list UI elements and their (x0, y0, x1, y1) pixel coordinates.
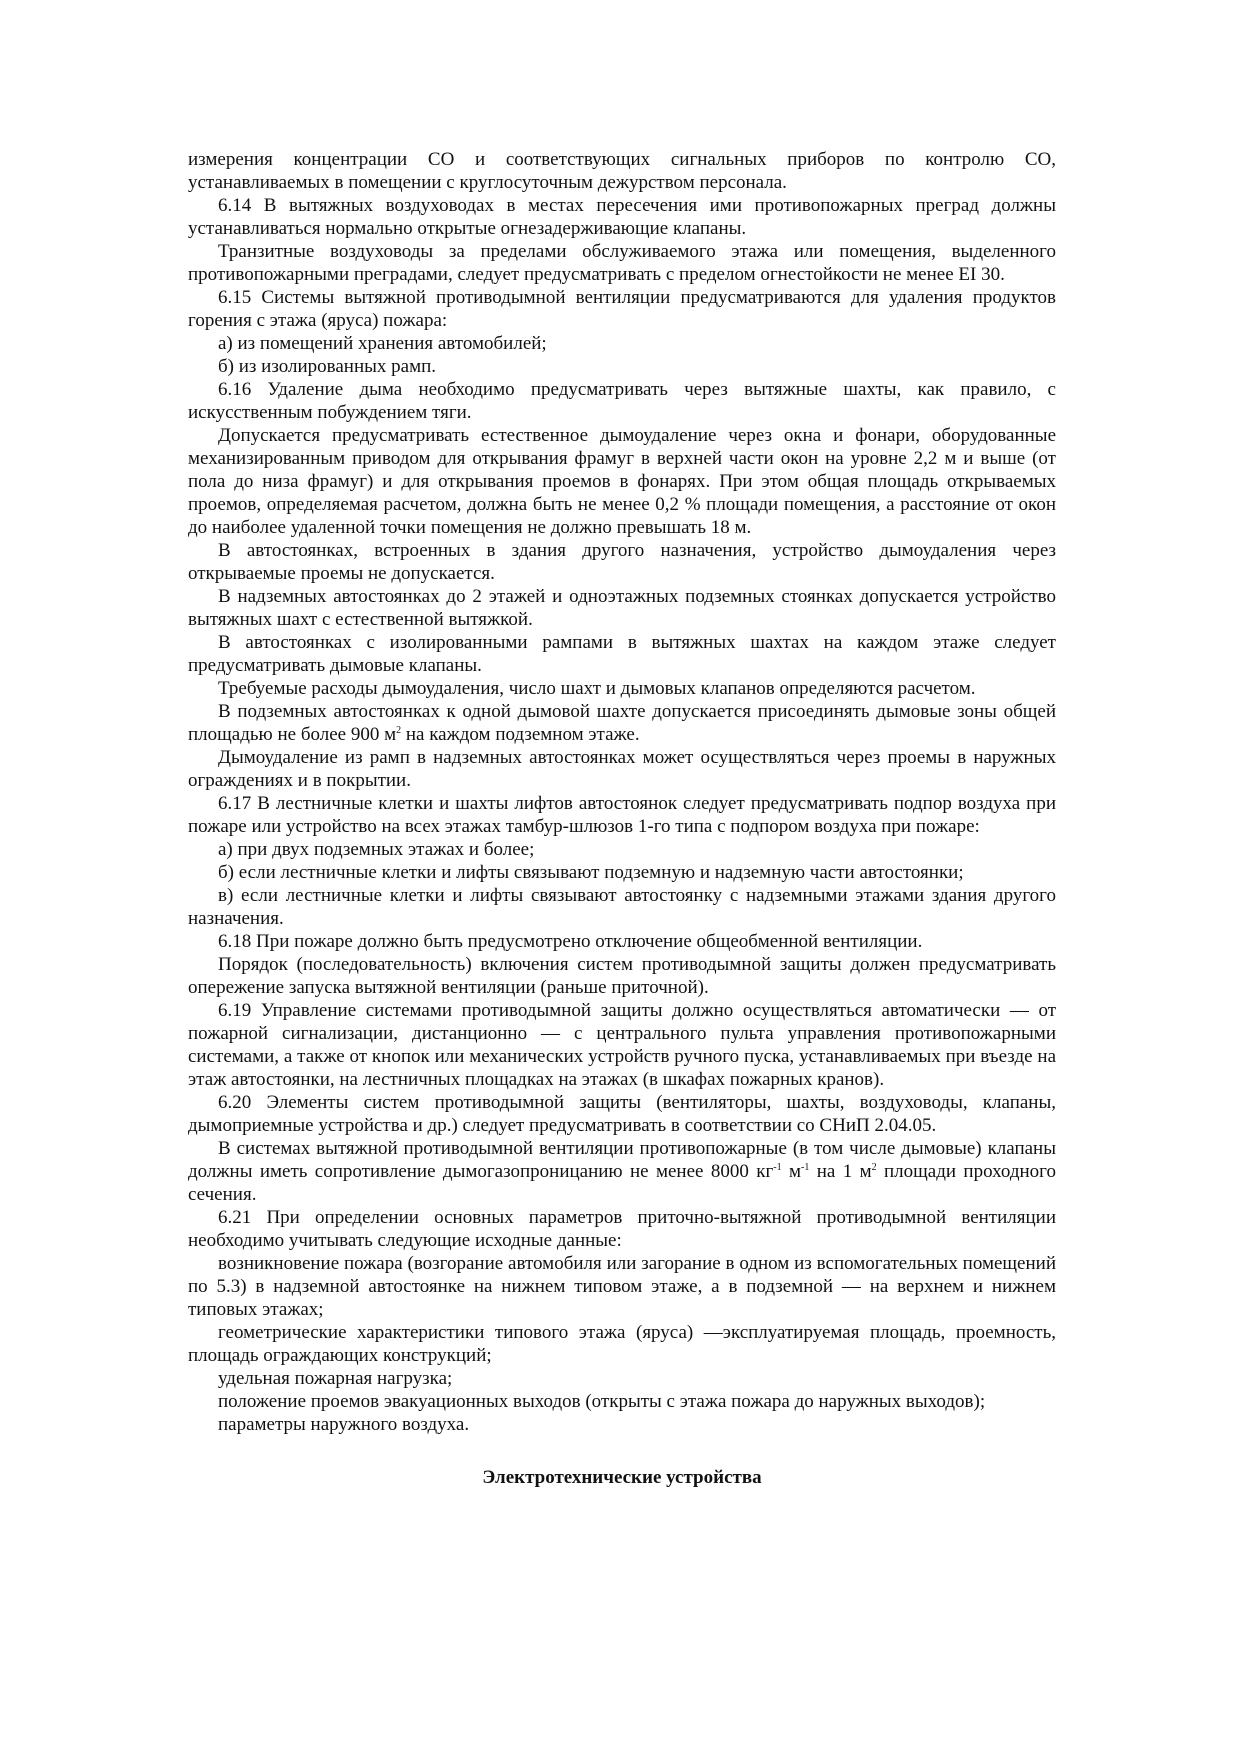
smoke-zone-text-end: на каждом подземном этаже. (401, 724, 640, 745)
list-item-6-15-b: б) из изолированных рамп. (218, 356, 437, 377)
list-item-6-15-a: а) из помещений хранения автомобилей; (218, 333, 547, 354)
valve-text-m: м (781, 1161, 801, 1182)
superscript-m: -1 (801, 1162, 810, 1173)
paragraph-6-16: 6.16 Удаление дыма необходимо предусматривать через вытяжные шахты, как правило, с искусственным побуждением тяги. (188, 379, 1056, 423)
paragraph-co-monitoring: измерения концентрации СО и соответствующих сигнальных приборов по контролю СО, устанавливаемых в помещении с круглосуточным дежурством персонала. (188, 149, 1056, 193)
superscript-square: 2 (396, 725, 402, 736)
paragraph-ramp-smoke-removal: Дымоудаление из рамп в надземных автостоянках может осуществляться через проемы в наружных ограждениях и в покрытии. (188, 747, 1056, 791)
list-item-6-17-b: б) если лестничные клетки и лифты связывают подземную и надземную части автостоянки; (218, 862, 964, 883)
list-item-fire-load: удельная пожарная нагрузка; (218, 1368, 453, 1389)
paragraph-6-21: 6.21 При определении основных параметров приточно-вытяжной противодымной вентиляции необходимо учитывать следующие исходные данные: (188, 1207, 1056, 1251)
list-item-floor-geometry: геометрические характеристики типового этажа (яруса) —эксплуатируемая площадь, проемность, площадь ограждающих конструкций; (188, 1322, 1056, 1366)
list-item-exit-openings: положение проемов эвакуационных выходов (открыты с этажа пожара до наружных выходов); (218, 1391, 986, 1412)
valve-text-end: площади проходного сечения. (188, 1161, 1056, 1205)
list-item-6-17-a: а) при двух подземных этажах и более; (218, 839, 535, 860)
paragraph-6-15: 6.15 Системы вытяжной противодымной вентиляции предусматриваются для удаления продуктов горения с этажа (яруса) пожара: (188, 287, 1056, 331)
smoke-zone-text: В подземных автостоянках к одной дымовой шахте допускается присоединять дымовые зоны общей площадью не более 900 м (188, 701, 1056, 745)
paragraph-built-in-parking: В автостоянках, встроенных в здания другого назначения, устройство дымоудаления через открываемые проемы не допускается. (188, 540, 1056, 584)
paragraph-smoke-removal-calculation: Требуемые расходы дымоудаления, число шахт и дымовых клапанов определяются расчетом. (218, 678, 976, 699)
paragraph-6-17: 6.17 В лестничные клетки и шахты лифтов автостоянок следует предусматривать подпор воздуха при пожаре или устройство на всех этажах тамбур-шлюзов 1-го типа с подпором воздуха при пожаре: (188, 793, 1056, 837)
valve-text: В системах вытяжной противодымной вентиляции противопожарные (в том числе дымовые) клапаны должны иметь сопротивление дымогазопроницанию не менее 8000 кг (188, 1138, 1056, 1182)
list-item-fire-origin: возникновение пожара (возгорание автомобиля или загорание в одном из вспомогательных помещений по 5.3) в надземной автостоянке на нижнем типовом этаже, а в подземной — на верхнем и нижнем типовых этажах; (188, 1253, 1056, 1320)
paragraph-6-20: 6.20 Элементы систем противодымной защиты (вентиляторы, шахты, воздуховоды, клапаны, дымоприемные устройства и др.) следует предусматривать в соответствии со СНиП 2.04.05. (188, 1092, 1056, 1136)
paragraph-isolated-ramps: В автостоянках с изолированными рампами в вытяжных шахтах на каждом этаже следует предусматривать дымовые клапаны. (188, 632, 1056, 676)
superscript-kg: -1 (773, 1162, 782, 1173)
paragraph-above-ground-parking: В надземных автостоянках до 2 этажей и одноэтажных подземных стоянках допускается устройство вытяжных шахт с естественной вытяжкой. (188, 586, 1056, 630)
paragraph-6-14: 6.14 В вытяжных воздуховодах в местах пересечения ими противопожарных преград должны устанавливаться нормально открытые огнезадерживающие клапаны. (188, 195, 1056, 239)
section-heading: Электротехнические устройства (482, 1467, 762, 1488)
paragraph-smoke-zones (188, 700, 1056, 746)
paragraph-activation-order: Порядок (последовательность) включения систем противодымной защиты должен предусматривать опережение запуска вытяжной вентиляции (раньше приточной). (188, 954, 1056, 998)
valve-text-area: на 1 м (809, 1161, 872, 1182)
paragraph-6-18: 6.18 При пожаре должно быть предусмотрено отключение общеобменной вентиляции. (218, 931, 923, 952)
list-item-6-17-c: в) если лестничные клетки и лифты связывают автостоянку с надземными этажами здания другого назначения. (188, 885, 1056, 929)
list-item-outdoor-air: параметры наружного воздуха. (218, 1414, 470, 1435)
superscript-square-m: 2 (871, 1162, 877, 1173)
paragraph-6-19: 6.19 Управление системами противодымной защиты должно осуществляться автоматически — от пожарной сигнализации, дистанционно — с центрального пульта управления противопожарными системами, а также от кнопок или механических устройств ручного пуска, устанавливаемых при въезде на этаж автостоянки, на лестничных площадках на этажах (в шкафах пожарных кранов). (188, 1000, 1056, 1090)
paragraph-natural-smoke-removal: Допускается предусматривать естественное дымоудаление через окна и фонари, оборудованные механизированным приводом для открывания фрамуг в верхней части окон на уровне 2,2 м и выше (от пола до низа фрамуг) и для открывания проемов в фонарях. При этом общая площадь открываемых проемов, определяемая расчетом, должна быть не менее 0,2 % площади помещения, а расстояние от окон до наиболее удаленной точки помещения не должно превышать 18 м. (188, 425, 1056, 538)
paragraph-transit-ducts: Транзитные воздуховоды за пределами обслуживаемого этажа или помещения, выделенного противопожарными преградами, следует предусматривать с пределом огнестойкости не менее EI 30. (188, 241, 1056, 285)
document-page (188, 148, 1056, 1489)
paragraph-valve-resistance (188, 1137, 1056, 1206)
